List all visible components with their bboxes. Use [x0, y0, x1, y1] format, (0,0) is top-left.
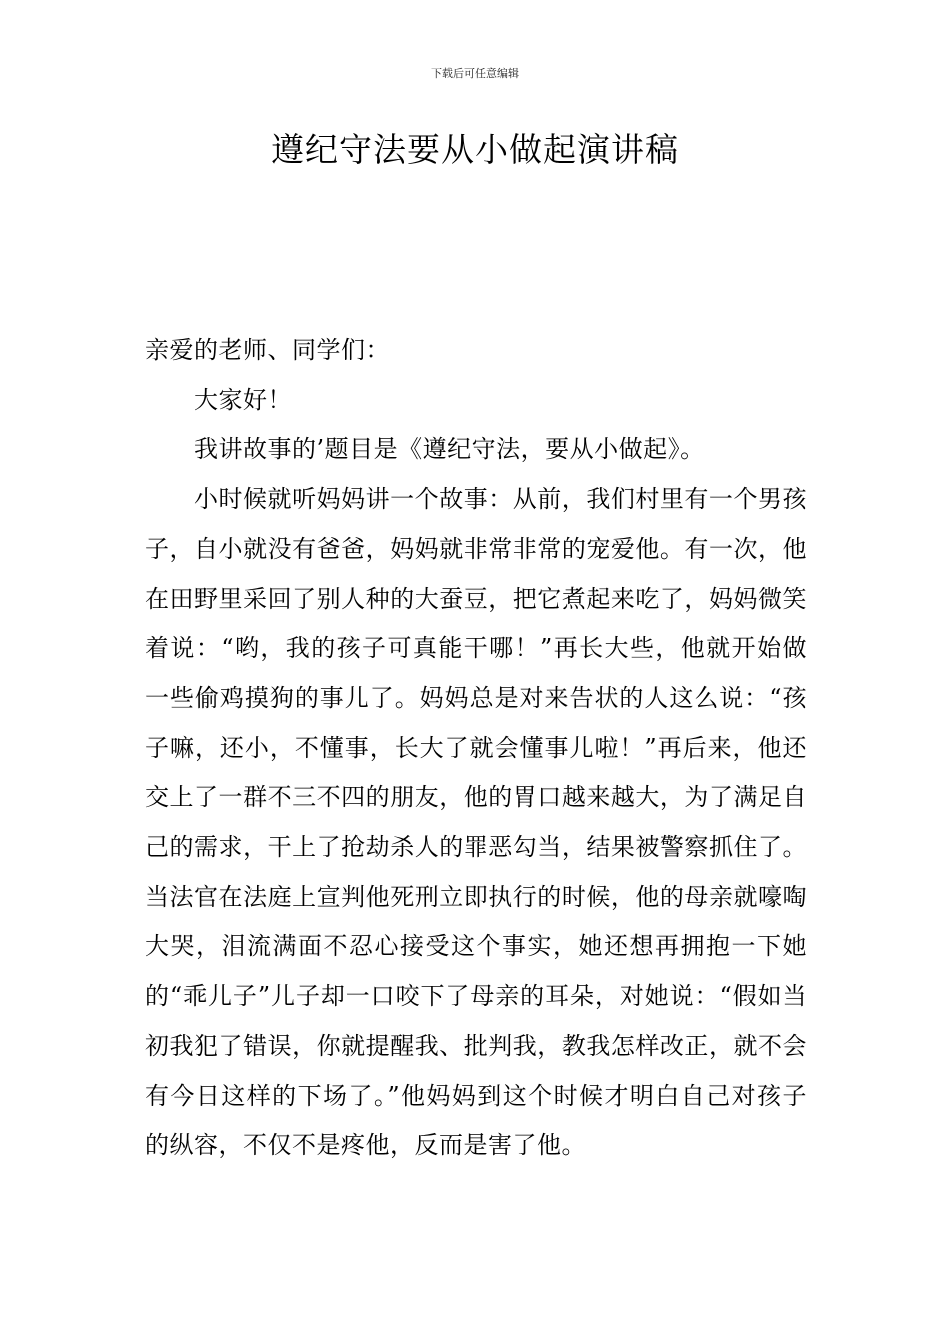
- document-body: [145, 326, 807, 1171]
- paragraph-greeting: 大家好！: [194, 385, 292, 414]
- header-note: 下载后可任意编辑: [431, 67, 519, 80]
- document-title: 遵纪守法要从小做起演讲稿: [271, 130, 679, 169]
- paragraph-story: 小时候就听妈妈讲一个故事：从前，我们村里有一个男孩子，自小就没有爸爸，妈妈就非常非常的宠爱他。有一次，他在田野里采回了别人种的大蚕豆，把它煮起来吃了，妈妈微笑着说：“哟，我的孩子可真能干哪！”再长大些，他就开始做一些偷鸡摸狗的事儿了。妈妈总是对来告状的人这么说：“孩子嘛，还小，不懂事，长大了就会懂事儿啦！”再后来，他还交上了一群不三不四的朋友，他的胃口越来越大，为了满足自己的需求，干上了抢劫杀人的罪恶勾当，结果被警察抓住了。当法官在法庭上宣判他死刑立即执行的时候，他的母亲就嚎啕大哭，泪流满面不忍心接受这个事实，她还想再拥抱一下她的“乖儿子”儿子却一口咬下了母亲的耳朵，对她说：“假如当初我犯了错误，你就提醒我、批判我，教我怎样改正，就不会有今日这样的下场了。”他妈妈到这个时候才明白自己对孩子的纵容，不仅不是疼他，反而是害了他。: [145, 485, 807, 1160]
- salutation: 亲爱的老师、同学们：: [145, 336, 390, 364]
- paragraph-topic: 我讲故事的’题目是《遵纪守法，要从小做起》。: [194, 435, 705, 464]
